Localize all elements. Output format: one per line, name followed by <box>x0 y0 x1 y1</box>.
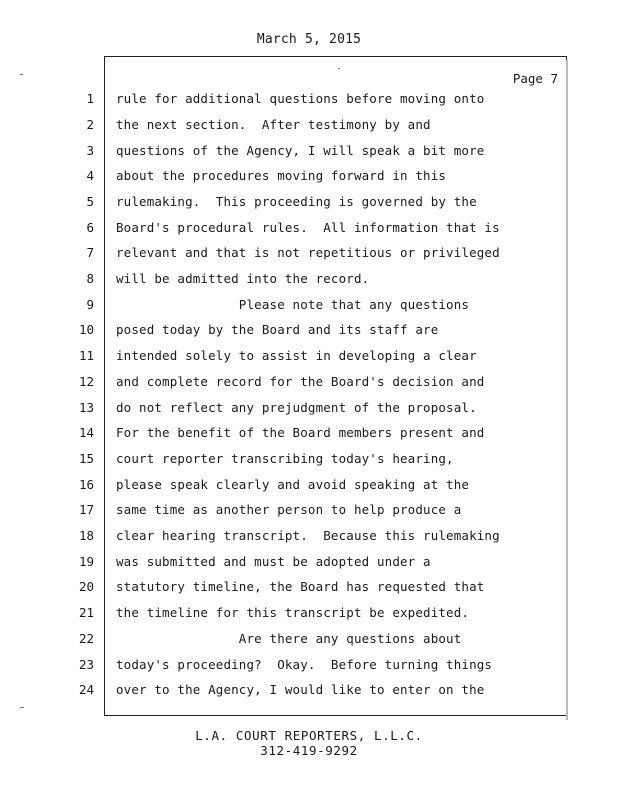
transcript-line <box>0 631 560 657</box>
line-number: 14 <box>78 425 94 440</box>
line-number: 4 <box>86 168 94 183</box>
line-text: clear hearing transcript. Because this rulemaking <box>116 528 500 543</box>
line-number: 3 <box>86 143 94 158</box>
line-text: Board's procedural rules. All information that is <box>116 220 500 235</box>
line-number: 7 <box>86 245 94 260</box>
line-number: 12 <box>78 374 94 389</box>
line-text: over to the Agency, I would like to enter on the <box>116 682 485 697</box>
transcript-line <box>0 220 560 246</box>
page-number: Page 7 <box>512 71 558 86</box>
line-text: about the procedures moving forward in this <box>116 168 447 183</box>
line-text: For the benefit of the Board members present and <box>116 425 485 440</box>
transcript-line <box>0 657 560 683</box>
scan-speck <box>338 68 340 69</box>
line-number: 17 <box>78 502 94 517</box>
line-number: 21 <box>78 605 94 620</box>
line-number: 5 <box>86 194 94 209</box>
line-number: 11 <box>78 348 94 363</box>
scan-speck <box>20 74 23 75</box>
transcript-line <box>0 554 560 580</box>
line-number: 10 <box>78 322 94 337</box>
line-text: the timeline for this transcript be expedited. <box>116 605 470 620</box>
transcript-line <box>0 502 560 528</box>
transcript-line <box>0 400 560 426</box>
line-number: 2 <box>86 117 94 132</box>
transcript-line <box>0 374 560 400</box>
transcript-line <box>0 271 560 297</box>
transcript-line <box>0 297 560 323</box>
line-text: court reporter transcribing today's hearing, <box>116 451 454 466</box>
line-text: today's proceeding? Okay. Before turning things <box>116 657 493 672</box>
line-text: please speak clearly and avoid speaking at the <box>116 477 470 492</box>
transcript-line <box>0 451 560 477</box>
line-text: will be admitted into the record. <box>116 271 370 286</box>
line-number: 24 <box>78 682 94 697</box>
line-number: 16 <box>78 477 94 492</box>
line-text: questions of the Agency, I will speak a bit more <box>116 143 485 158</box>
line-number: 23 <box>78 657 94 672</box>
transcript-line <box>0 605 560 631</box>
line-number: 8 <box>86 271 94 286</box>
line-text: relevant and that is not repetitious or privileged <box>116 245 500 260</box>
line-text: and complete record for the Board's decision and <box>116 374 485 389</box>
transcript-line <box>0 425 560 451</box>
line-text: rulemaking. This proceeding is governed by the <box>116 194 477 209</box>
line-number: 20 <box>78 579 94 594</box>
line-number: 13 <box>78 400 94 415</box>
transcript-line <box>0 528 560 554</box>
line-text: Are there any questions about <box>116 631 462 646</box>
line-number: 19 <box>78 554 94 569</box>
line-number: 1 <box>86 91 94 106</box>
transcript-line <box>0 91 560 117</box>
transcript-line <box>0 477 560 503</box>
line-number: 6 <box>86 220 94 235</box>
line-text: same time as another person to help produce a <box>116 502 462 517</box>
line-text: rule for additional questions before moving onto <box>116 91 485 106</box>
line-number: 15 <box>78 451 94 466</box>
transcript-line <box>0 682 560 708</box>
transcript-line <box>0 117 560 143</box>
line-text: intended solely to assist in developing a clear <box>116 348 477 363</box>
transcript-line <box>0 194 560 220</box>
line-text: statutory timeline, the Board has requested that <box>116 579 485 594</box>
line-number: 22 <box>78 631 94 646</box>
line-number: 18 <box>78 528 94 543</box>
footer-company: L.A. COURT REPORTERS, L.L.C. <box>195 728 423 743</box>
transcript-line <box>0 245 560 271</box>
transcript-date: March 5, 2015 <box>256 32 362 47</box>
footer-phone: 312-419-9292 <box>260 743 358 758</box>
transcript-line <box>0 579 560 605</box>
line-text: the next section. After testimony by and <box>116 117 431 132</box>
transcript-line <box>0 322 560 348</box>
line-text: do not reflect any prejudgment of the proposal. <box>116 400 477 415</box>
transcript-line <box>0 143 560 169</box>
transcript-line <box>0 168 560 194</box>
line-text: Please note that any questions <box>116 297 470 312</box>
scan-speck <box>20 707 24 708</box>
page-frame-shadow <box>566 60 568 720</box>
line-number: 9 <box>86 297 94 312</box>
line-text: posed today by the Board and its staff are <box>116 322 439 337</box>
line-text: was submitted and must be adopted under a <box>116 554 431 569</box>
transcript-line <box>0 348 560 374</box>
